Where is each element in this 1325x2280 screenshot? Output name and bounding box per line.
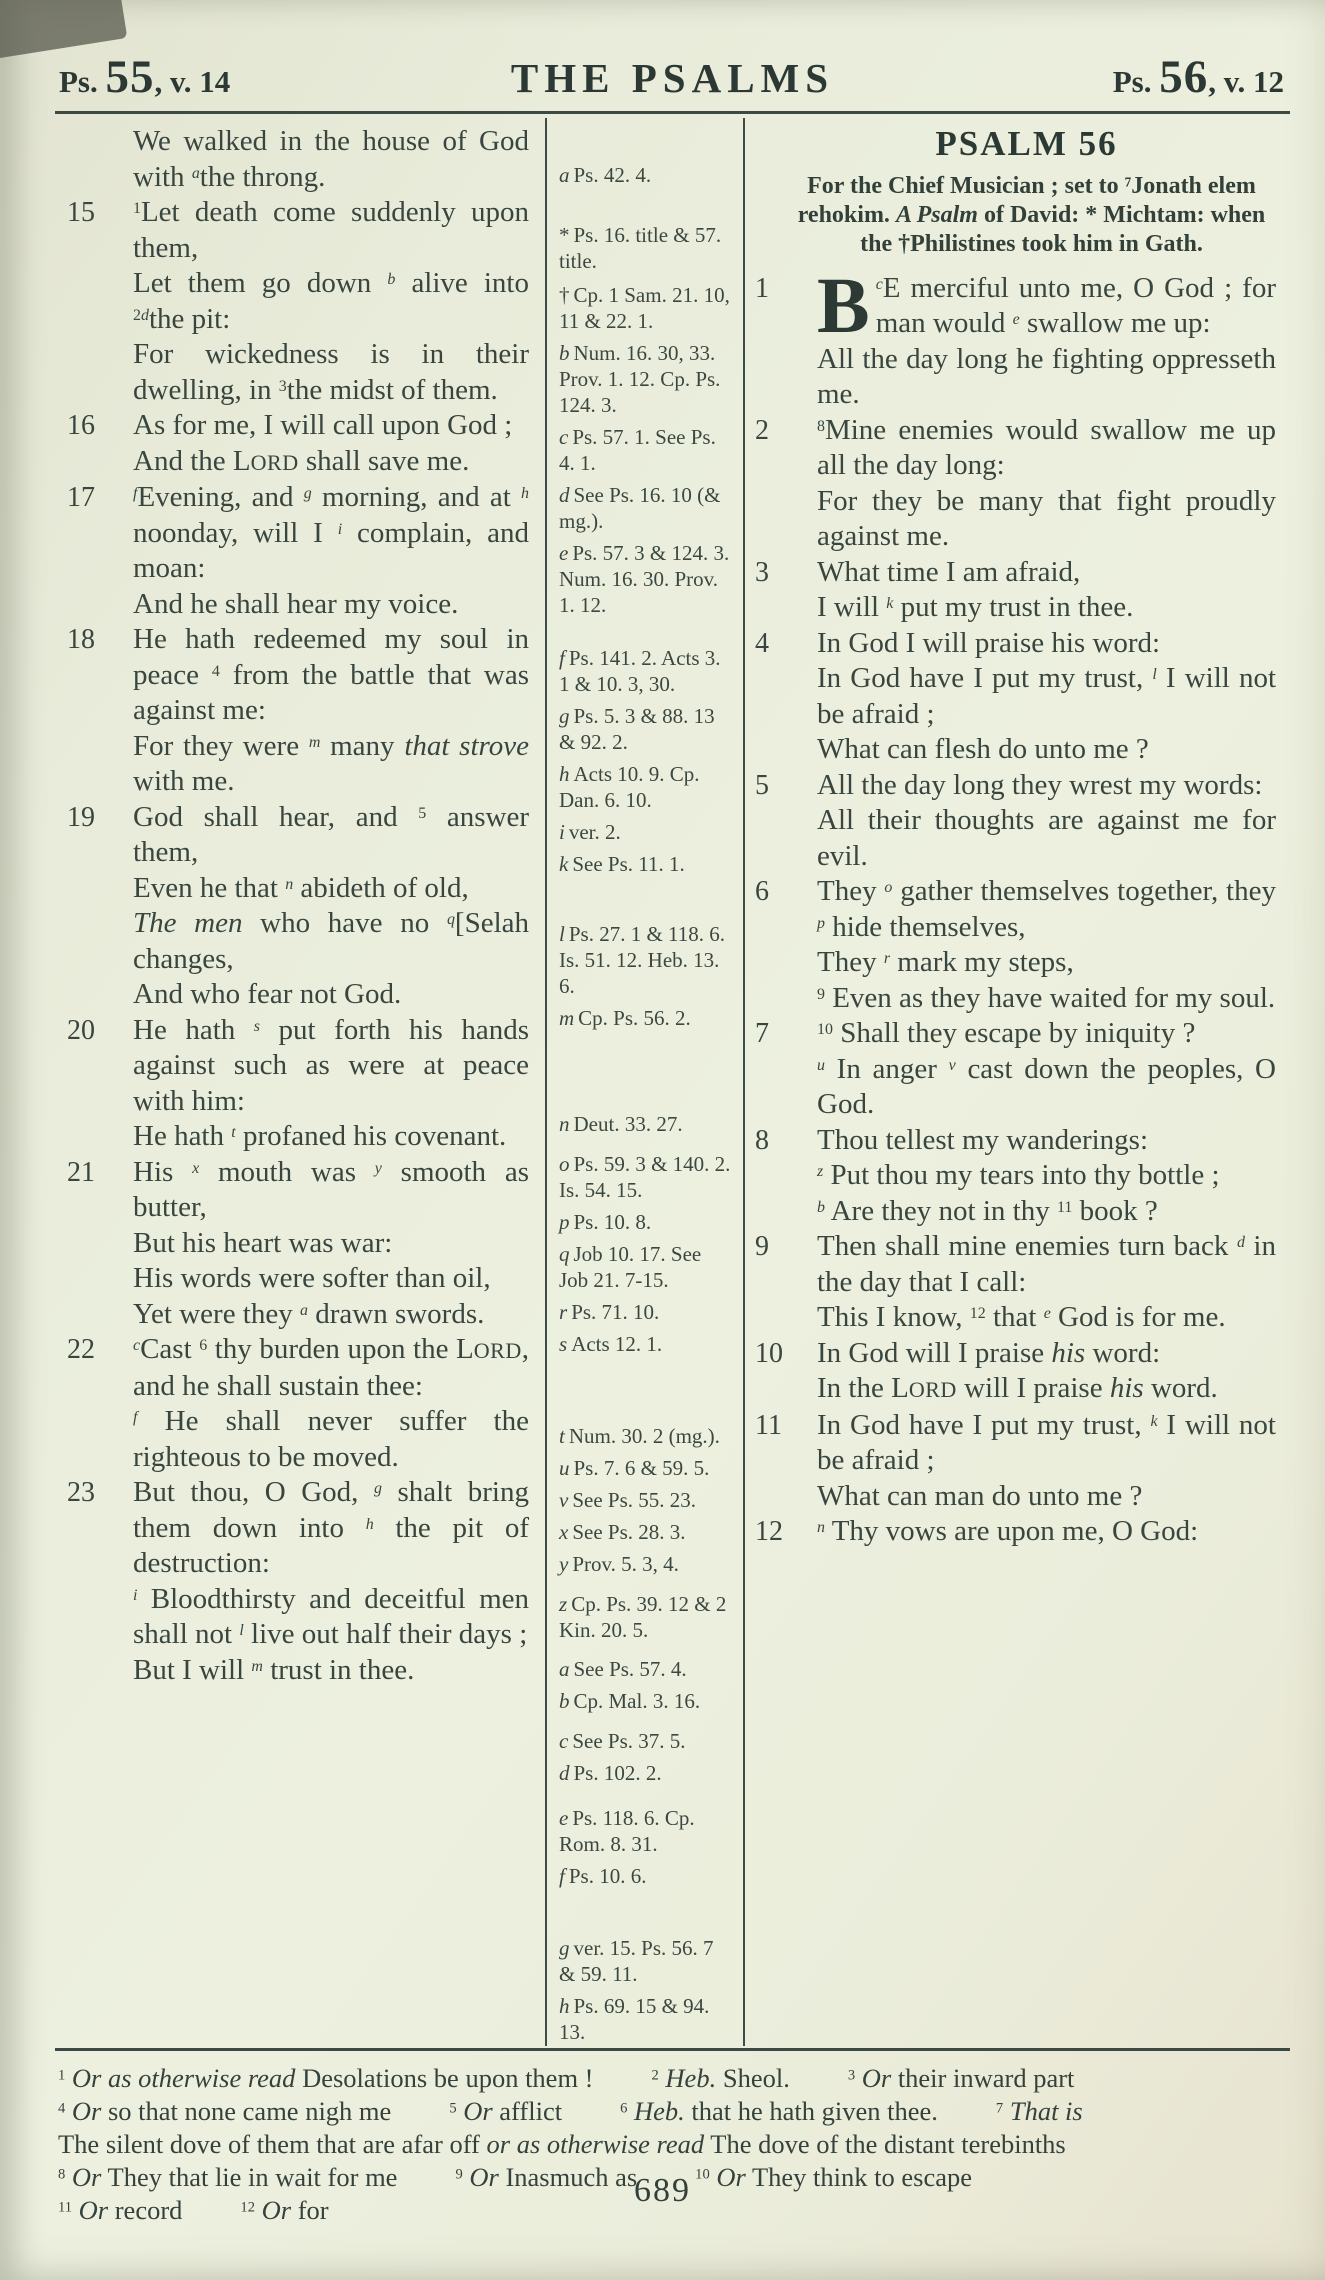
verse-line: For they be many that fight proudly against me. <box>817 484 1276 552</box>
running-head-title: THE PSALMS <box>510 55 835 101</box>
cross-reference: v See Ps. 55. 23. <box>559 1488 697 1512</box>
footnote-marker: o <box>884 879 893 897</box>
reference-marker: p <box>559 1210 570 1234</box>
footnote-marker: 10 <box>695 2166 710 2183</box>
cross-reference: i ver. 2. <box>559 820 621 844</box>
footnote-marker: f <box>133 485 138 503</box>
reference-marker: h <box>559 762 570 786</box>
footnote-marker: 2 <box>651 2067 659 2084</box>
footnote-marker: h <box>365 1515 374 1533</box>
psalm56-title: PSALM 56 <box>935 124 1118 163</box>
psalm56-superscription: For the Chief Musician ; set to $^7$Jonath elem rehokim. A Psalm of David: * Michtam: when the †Philistines took him in Gath. <box>797 172 1266 257</box>
verse-number: 1 <box>755 272 769 304</box>
cross-reference: c See Ps. 37. 5. <box>559 1729 686 1753</box>
reference-marker: i <box>559 820 565 844</box>
psalm56-column <box>745 118 1290 2046</box>
verse-line: But I will $^m$ trust in thee. <box>133 1653 415 1686</box>
verse-line: $^b$ Are they not in thy $^{11}$ book ? <box>817 1194 1158 1227</box>
footnote-marker: i <box>337 520 343 538</box>
psalm56-verses <box>755 262 1276 1550</box>
footnote-marker: 4 <box>211 662 220 680</box>
reference-marker: f <box>559 646 565 670</box>
verse-line: 11 In God have I put my trust, $^k$ I will not be afraid ; <box>755 1408 1276 1476</box>
verse-line: They $^r$ mark my steps, <box>817 946 1074 978</box>
footnote-marker: l <box>239 1622 244 1640</box>
verse-line: 20 He hath $^s$ put forth his hands against such as were at peace with him: <box>67 1013 529 1117</box>
footnote-marker: 9 <box>455 2166 463 2183</box>
verse-line: $^i$ Bloodthirsty and deceitful men shall not $^l$ live out half their days ; <box>133 1582 529 1650</box>
verse-number: 15 <box>67 197 95 228</box>
verse-number: 22 <box>67 1334 95 1365</box>
divine-name-small-caps: LORD <box>232 444 299 477</box>
verse-line: For wickedness is in their dwelling, in $^3$the midst of them. <box>133 338 529 406</box>
drop-cap: B <box>817 262 870 350</box>
reference-marker: o <box>559 1152 570 1176</box>
reference-marker: b <box>559 341 570 365</box>
verse-number: 18 <box>67 624 95 655</box>
cross-reference: d See Ps. 16. 10 (& mg.). <box>559 483 721 533</box>
footnote-marker: x <box>192 1159 200 1177</box>
verse-line: 23 But thou, O God, $^g$ shalt bring them down into $^h$ the pit of destruction: <box>67 1476 529 1579</box>
reference-marker: s <box>559 1332 568 1356</box>
footnote-marker: h <box>521 485 529 503</box>
verse-line: 15 $^1$Let death come suddenly upon them, <box>67 196 529 264</box>
verse-line: What can man do unto me ? <box>817 1479 1143 1512</box>
verse-line: 12 $^n$ Thy vows are upon me, O God: <box>817 1514 1276 1550</box>
verse-line: 16 As for me, I will call upon God ; <box>133 408 529 444</box>
verse-number: 8 <box>755 1124 769 1156</box>
cross-reference: r Ps. 71. 10. <box>559 1300 660 1324</box>
cross-reference: t Num. 30. 2 (mg.). <box>559 1424 720 1448</box>
verse-line: 5 All the day long they wrest my words: <box>817 768 1276 804</box>
cross-reference: y Prov. 5. 3, 4. <box>559 1552 679 1576</box>
footnote-marker: g <box>373 1480 382 1498</box>
verse-line: 17 $^f$Evening, and $^g$ morning, and at $^h$ noonday, will I $^i$ complain, and moan: <box>67 481 529 584</box>
verse-number: 3 <box>755 556 769 588</box>
cross-reference: g Ps. 5. 3 & 88. 13 & 92. 2. <box>559 704 715 754</box>
reference-marker: f <box>559 1864 565 1888</box>
verse-line: He hath $^t$ profaned his covenant. <box>133 1120 507 1152</box>
verse-number: 2 <box>755 414 769 446</box>
footnote-marker: i <box>133 1586 138 1604</box>
cross-reference: h Ps. 69. 15 & 94. 13. <box>559 1994 710 2044</box>
cross-reference: * Ps. 16. title & 57. title. <box>559 223 722 273</box>
reference-marker: u <box>559 1456 570 1480</box>
verse-line: 2 $^8$Mine enemies would swallow me up all the day long: <box>755 413 1276 481</box>
verse-line: 8 Thou tellest my wanderings: <box>817 1123 1276 1159</box>
selah-note: [Selah <box>454 907 529 939</box>
reference-marker: z <box>559 1592 568 1616</box>
reference-marker: b <box>559 1689 570 1713</box>
cross-reference: b Cp. Mal. 3. 16. <box>559 1689 701 1713</box>
footnote-line: The silent dove of them that are afar off or as otherwise read The dove of the distant terebinths <box>58 2129 1066 2159</box>
cross-reference: f Ps. 10. 6. <box>559 1864 647 1888</box>
footnote-marker: n <box>285 875 294 893</box>
verse-line: 7 $^{10}$ Shall they escape by iniquity ? <box>817 1016 1276 1052</box>
cross-reference: m Cp. Ps. 56. 2. <box>559 1006 691 1030</box>
verse-number: 4 <box>755 627 769 659</box>
footnote-marker: e <box>1043 1305 1051 1323</box>
reference-marker: m <box>559 1006 575 1030</box>
reference-marker: † <box>559 283 570 307</box>
reference-marker: a <box>559 163 570 187</box>
cross-reference: g ver. 15. Ps. 56. 7 & 59. 11. <box>559 1936 714 1986</box>
verse-line: 10 In God will I praise his word: <box>817 1336 1276 1372</box>
verse-line: We walked in the house of God with $^a$the throng. <box>133 125 529 193</box>
page-number: 689 <box>634 2172 691 2209</box>
verse-number: 6 <box>755 876 769 907</box>
text-columns <box>55 118 1290 2046</box>
verse-line: Yet were they $^a$ drawn swords. <box>133 1297 485 1330</box>
verse-line: Even he that $^n$ abideth of old, [Selah <box>133 871 529 907</box>
footnote-marker: f <box>133 1409 138 1427</box>
cross-reference: k See Ps. 11. 1. <box>559 852 685 876</box>
cross-reference: h Acts 10. 9. Cp. Dan. 6. 10. <box>559 762 700 812</box>
divine-name-small-caps: LORD <box>891 1372 957 1404</box>
footnote-marker: a <box>191 164 200 182</box>
verse-line: All their thoughts are against me for evil. <box>817 804 1276 872</box>
footnote-marker: 11 <box>1056 1198 1073 1216</box>
verse-line: But his heart was war: <box>133 1226 393 1259</box>
footnote-marker: a <box>300 1301 308 1319</box>
footnote-marker: 4 <box>58 2100 66 2117</box>
running-head <box>55 38 1290 104</box>
verse-line: His words were softer than oil, <box>133 1262 491 1294</box>
footnote-marker: l <box>1152 666 1157 684</box>
verse-number: 20 <box>67 1014 95 1046</box>
footnote-marker: 3 <box>278 377 287 395</box>
reference-marker: g <box>559 704 570 728</box>
footnote-marker: u <box>817 1056 825 1074</box>
footnote-marker: 11 <box>58 2199 73 2216</box>
references-column <box>547 118 743 2046</box>
cross-reference: p Ps. 10. 8. <box>559 1210 652 1234</box>
verse-line: 1 $^c$ B E merciful unto me, O God ; for man would $^e$ swallow me up: <box>755 262 1276 350</box>
psalm55-column <box>55 118 545 2046</box>
verse-line: In the LORD will I praise his word. <box>817 1372 1218 1404</box>
footnote-marker: k <box>886 595 894 613</box>
verse-line: All the day long he fighting oppresseth me. <box>817 342 1276 410</box>
cross-reference: a See Ps. 57. 4. <box>559 1657 687 1681</box>
cross-reference: d Ps. 102. 2. <box>559 1761 662 1785</box>
reference-marker: y <box>559 1552 569 1576</box>
footnote-marker: b <box>387 271 396 289</box>
cross-reference: e Ps. 118. 6. Cp. Rom. 8. 31. <box>559 1806 695 1856</box>
footnote-marker: 5 <box>449 2100 457 2117</box>
footnote-marker: 1 <box>133 200 141 218</box>
reference-marker: e <box>559 541 569 565</box>
footnote-marker: d <box>1236 1234 1245 1252</box>
footnote-marker: q <box>446 911 455 929</box>
verse-line: 3 What time I am afraid, <box>817 555 1276 591</box>
verse-number: 19 <box>67 801 95 833</box>
cross-reference: c Ps. 57. 1. See Ps. 4. 1. <box>559 425 716 475</box>
verse-line: 4 In God I will praise his word: <box>817 626 1276 662</box>
verse-number: 9 <box>755 1231 769 1262</box>
footnote-line: $^{11}$ Or record $^{12}$ Or for <box>58 2195 329 2225</box>
footnote-marker: m <box>308 733 321 751</box>
footnote-marker: t <box>231 1124 236 1142</box>
cross-reference: † Cp. 1 Sam. 21. 10, 11 & 22. 1. <box>559 283 730 333</box>
verse-line: In God have I put my trust, $^l$ I will not be afraid ; <box>817 662 1276 730</box>
footnote-marker: 2d <box>133 306 149 324</box>
verse-line: What can flesh do unto me ? <box>817 733 1149 765</box>
verse-line: Let them go down $^b$ alive into $^{2d}$the pit: <box>133 267 529 335</box>
footnote-marker: r <box>883 950 891 968</box>
reference-marker: c <box>559 1729 569 1753</box>
reference-marker: x <box>559 1520 569 1544</box>
verse-line: The men who have no $^q$ changes, <box>133 907 455 975</box>
verse-number: 11 <box>755 1409 782 1441</box>
footnote-marker: 7 <box>1124 173 1132 189</box>
verse-number: 5 <box>755 769 769 801</box>
footnote-marker: 3 <box>847 2067 856 2084</box>
footnote-rule <box>55 2048 1290 2051</box>
footnote-marker: m <box>251 1657 263 1675</box>
verse-number: 10 <box>755 1337 783 1369</box>
reference-marker: g <box>559 1936 570 1960</box>
cross-reference: z Cp. Ps. 39. 12 & 2 Kin. 20. 5. <box>559 1592 727 1642</box>
footnote-line: $^4$ Or so that none came nigh me $^5$ Or afflict $^6$ Heb. that he hath given thee. $^7$ That is <box>58 2096 1083 2126</box>
verse-line: 9 Then shall mine enemies turn back $^d$ in the day that I call: <box>755 1230 1276 1298</box>
verse-number: 7 <box>755 1018 769 1049</box>
footnote-marker: y <box>374 1159 382 1177</box>
footnote-marker: 9 <box>817 985 825 1003</box>
cross-reference: n Deut. 33. 27. <box>559 1112 683 1136</box>
reference-marker: r <box>559 1300 568 1324</box>
verse-line: And the LORD shall save me. <box>133 444 470 477</box>
footnote-line: $^8$ Or They that lie in wait for me $^9$ Or Inasmuch as $^{10}$ Or They think to escape <box>58 2162 972 2192</box>
running-head-right: Ps. 56, v. 12 <box>1112 51 1284 103</box>
footnote-marker: 12 <box>240 2199 255 2216</box>
footnote-marker: 8 <box>58 2166 66 2183</box>
verse-number: 23 <box>67 1477 95 1508</box>
cross-reference: b Num. 16. 30, 33. Prov. 1. 12. Cp. Ps. 124. 3. <box>559 341 721 417</box>
verse-line: I will $^k$ put my trust in thee. <box>817 591 1134 623</box>
reference-marker: a <box>559 1657 570 1681</box>
footnote-marker: n <box>817 1519 825 1537</box>
verse-line: And who fear not God. <box>133 978 402 1010</box>
reference-marker: q <box>559 1242 570 1266</box>
footnote-marker: k <box>1150 1412 1158 1430</box>
footnote-marker: 12 <box>969 1305 986 1323</box>
verse-number: 12 <box>755 1516 783 1547</box>
footnote-marker: p <box>817 914 825 932</box>
reference-marker: v <box>559 1488 569 1512</box>
reference-marker: h <box>559 1994 570 2018</box>
running-head-left: Ps. 55, v. 14 <box>59 51 231 103</box>
footnote-marker: g <box>303 485 312 503</box>
reference-marker: k <box>559 852 569 876</box>
verse-line: 18 He hath redeemed my soul in peace $^4$ from the battle that was against me: <box>67 623 529 726</box>
verse-line: And he shall hear my voice. <box>133 587 459 620</box>
footnote-marker: e <box>1012 311 1020 329</box>
verse-number: 17 <box>67 482 95 513</box>
verse-line: This I know, $^{12}$ that $^e$ God is for me. <box>817 1301 1226 1333</box>
cross-reference: f Ps. 141. 2. Acts 3. 1 & 10. 3, 30. <box>559 646 721 696</box>
cross-reference: x See Ps. 28. 3. <box>559 1520 686 1544</box>
header-rule <box>55 111 1290 114</box>
verse-number: 16 <box>67 410 95 441</box>
footnote-marker: 8 <box>817 417 825 435</box>
footnote-marker: z <box>817 1163 824 1181</box>
reference-marker: * <box>559 223 570 247</box>
footnote-marker: 6 <box>620 2100 628 2117</box>
verse-line: 22 $^c$Cast $^6$ thy burden upon the LORD, and he shall sustain thee: <box>67 1333 529 1402</box>
verse-line: For they were $^m$ many that strove with me. <box>133 729 529 797</box>
footnote-marker: b <box>817 1198 825 1216</box>
reference-marker: d <box>559 1761 570 1785</box>
verse-line: $^f$ He shall never suffer the righteous to be moved. <box>133 1405 529 1473</box>
verse-line: 6 They $^o$ gather themselves together, they $^p$ hide themselves, <box>755 875 1276 943</box>
footnote-marker: 10 <box>817 1021 833 1039</box>
footnote-marker: v <box>948 1056 956 1074</box>
footnote-marker: 5 <box>418 804 427 822</box>
footnote-marker: 7 <box>995 2100 1004 2117</box>
verse-line: $^z$ Put thou my tears into thy bottle ; <box>817 1159 1220 1191</box>
cross-reference: e Ps. 57. 3 & 124. 3. Num. 16. 30. Prov. 1. 12. <box>559 541 730 617</box>
divine-name-small-caps: LORD <box>456 1333 522 1365</box>
cross-reference: l Ps. 27. 1 & 118. 6. Is. 51. 12. Heb. 13. 6. <box>559 922 726 998</box>
footnote-line: $^1$ Or as otherwise read Desolations be upon them ! $^2$ Heb. Sheol. $^3$ Or their inward part <box>58 2063 1075 2093</box>
verse-line: 21 His $^x$ mouth was $^y$ smooth as butter, <box>67 1155 530 1223</box>
verse-line: 19 God shall hear, and $^5$ answer them, <box>67 800 529 868</box>
reference-marker: e <box>559 1806 569 1830</box>
reference-marker: d <box>559 483 570 507</box>
cross-reference: s Acts 12. 1. <box>559 1332 663 1356</box>
cross-reference: o Ps. 59. 3 & 140. 2. Is. 54. 15. <box>559 1152 731 1202</box>
verse-line: $^u$ In anger $^v$ cast down the peoples, O God. <box>817 1052 1276 1120</box>
verse-line: $^9$ Even as they have waited for my soul. <box>817 981 1276 1014</box>
reference-marker: c <box>559 425 569 449</box>
cross-reference: u Ps. 7. 6 & 59. 5. <box>559 1456 710 1480</box>
footnote-marker: 1 <box>58 2067 66 2084</box>
cross-reference: q Job 10. 17. See Job 21. 7-15. <box>559 1242 702 1292</box>
reference-marker: t <box>559 1424 565 1448</box>
footnote-marker: s <box>253 1017 260 1035</box>
reference-marker: l <box>559 922 565 946</box>
footnote-marker: c <box>133 1337 141 1355</box>
footnote-marker: 6 <box>199 1337 208 1355</box>
footnote-marker: c <box>875 275 883 293</box>
cross-reference: a Ps. 42. 4. <box>559 163 652 187</box>
reference-marker: n <box>559 1112 570 1136</box>
verse-number: 21 <box>67 1156 95 1188</box>
